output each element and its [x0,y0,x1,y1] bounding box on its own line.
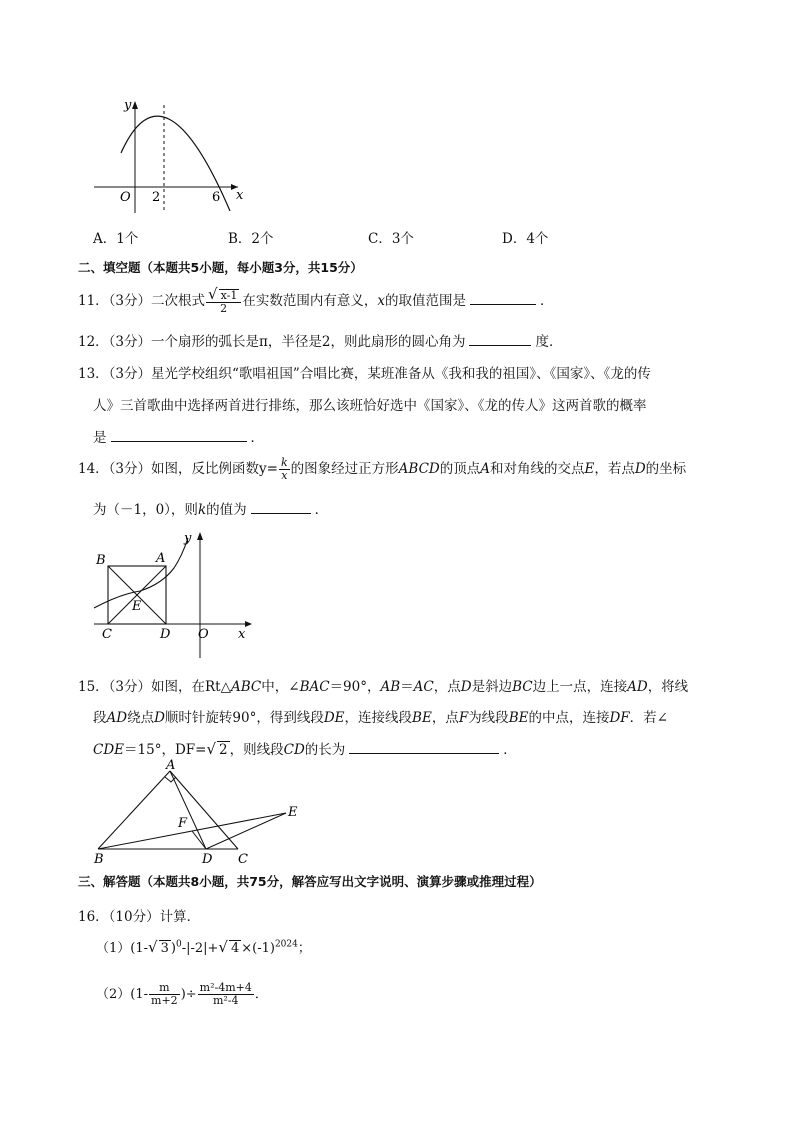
x-axis-arrow [245,621,252,627]
label-d: D [202,852,213,866]
question-13-line1: 13．（3分）星光学校组织“歌唱祖国”合唱比赛，某班准备从《我和我的祖国》、《国家》、《龙的传 [78,366,651,382]
answer-blank-13[interactable] [111,427,247,442]
question-15-line2: 段AD绕点D顺时针旋转90°，得到线段DE，连接线段BE，点F为线段BE的中点，连接DF．若∠ [93,710,668,726]
tick-2: 2 [152,190,161,205]
choice-a: A．1个 [93,231,139,247]
question-11: 11．（3分）二次根式 $\frac{√ x-1}{2}$ 在实数范围内有意义，x的取值范围是 ． [78,285,554,315]
answer-blank-14[interactable] [251,499,311,514]
question-12: 12．（3分）一个扇形的弧长是π，半径是2，则此扇形的圆心角为 度． [78,330,562,350]
segment-ad [170,771,206,849]
answer-blank-15[interactable] [349,739,499,754]
answer-blank-12[interactable] [469,331,531,346]
label-f: F [178,816,188,831]
y-label: y [124,98,132,113]
tick-6: 6 [212,190,221,205]
label-a: A [156,551,166,566]
label-c: C [238,852,248,866]
segment-de [206,813,286,849]
label-b: B [96,553,106,568]
choice-d: D．4个 [502,231,549,247]
question-15-line3: CDE＝15°，DF=√ 2 ，则线段CD的长为 ． [93,740,517,758]
label-y: y [184,531,192,546]
y-axis-arrow [197,532,203,540]
label-e: E [288,805,298,820]
side-ac [170,771,238,849]
answer-blank-11[interactable] [470,290,536,305]
label-e: E [132,599,142,614]
question-14-line2: 为（－1，0），则k的值为 ． [93,498,328,518]
section3-heading: 三、解答题（本题共8小题，共75分，解答应写出文字说明、演算步骤或推理过程） [78,874,542,889]
question-16-part2: （2）(1- $\frac{m}{m+2}$ )÷ $\frac{\text{m²-4m+4}}{\text{m²-4}}$ ． [96,981,268,1007]
choice-c: C．3个 [368,231,414,247]
question-16-heading: 16．（10分）计算． [78,909,201,925]
label-x: x [238,627,246,642]
triangle-figure [90,758,310,866]
question-16-part1: （1）(1-√ 3 )$^0$-|-2|+√ $4 \times(-1)^{2024}$； [96,938,311,956]
question-15-line1: 15．（3分）如图，在Rt△ABC中，∠BAC＝90°，AB＝AC，点D是斜边BC边上一点，连接AD，将线 [78,679,689,695]
label-o: O [198,627,209,642]
label-d: D [160,627,171,642]
question-13-line2: 人》三首歌曲中选择两首进行排练，那么该班恰好选中《国家》、《龙的传人》这两首歌的概率 [93,398,647,414]
choice-b: B．2个 [228,231,274,247]
section2-heading: 二、填空题（本题共5小题，每小题3分，共15分） [78,260,363,275]
label-a: A [166,758,176,773]
label-c: C [102,627,112,642]
label-b: B [94,852,104,866]
question-13-line3: 是 ． [93,426,264,446]
square-figure [90,528,260,660]
origin-label: O [120,190,131,205]
parabola-figure [88,95,248,215]
question-14-line1: 14．（3分）如图，反比例函数y= $\frac{k}{x}$ 的图象经过正方形ABCD的顶点A和对角线的交点E，若点D的坐标 [78,456,687,482]
y-axis-arrow [132,101,138,109]
x-label: x [236,188,244,203]
